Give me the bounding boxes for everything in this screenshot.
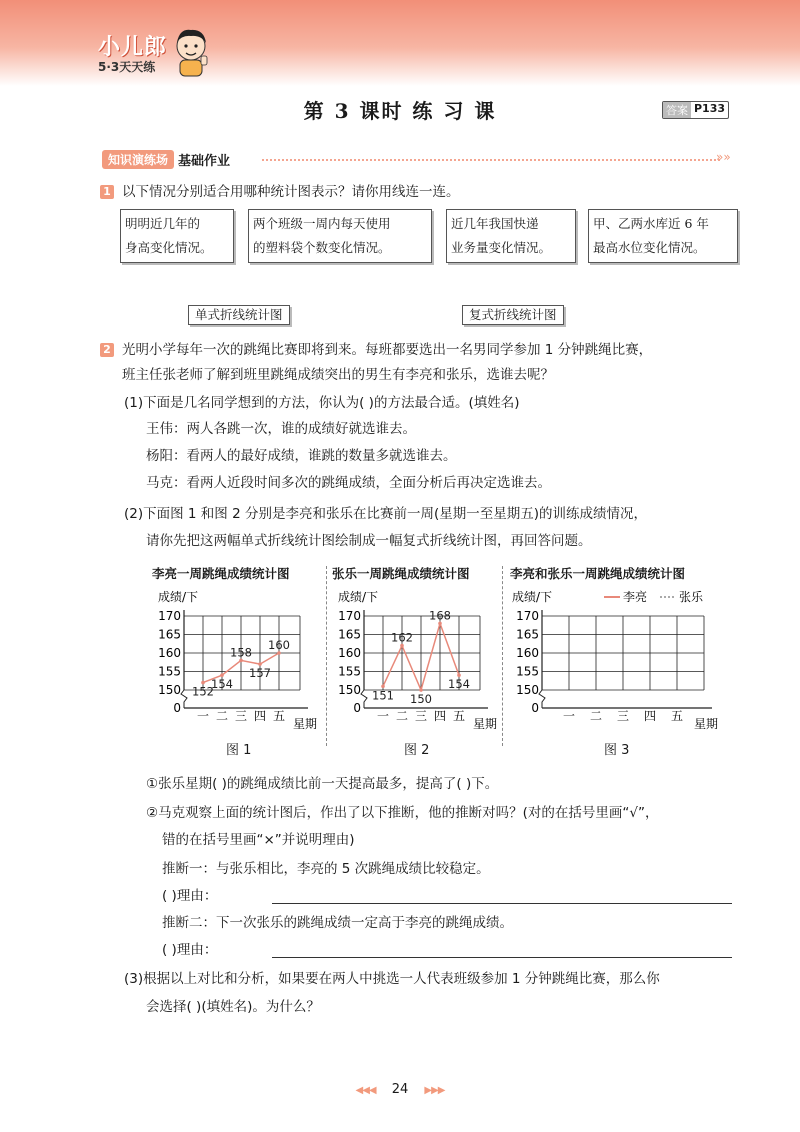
figure-3-caption: 图 3: [604, 743, 630, 758]
brand-subtitle: 5·3天天练: [98, 60, 156, 74]
q2-part1-question: (1)下面是几名同学想到的方法，你认为( )的方法最合适。(填姓名): [124, 395, 520, 411]
x-tick-label: 五: [670, 709, 684, 723]
q1-option-line: 甲、乙两水库近 6 年: [593, 216, 709, 231]
chart-1-xlabel: 星期: [293, 717, 318, 731]
y-tick-label: 150: [516, 683, 539, 697]
q1-option-box: [248, 209, 432, 263]
page-number: 24: [391, 1082, 409, 1097]
section-label: 基础作业: [178, 153, 231, 169]
q2-method: 杨阳：看两人的最好成绩，谁跳的数量多就选谁去。: [146, 448, 457, 464]
q2-sub1: ①张乐星期( )的跳绳成绩比前一天提高最多，提高了( )下。: [146, 776, 499, 792]
section-badge: 知识演练场: [102, 150, 174, 169]
x-tick-label: 一: [562, 709, 576, 723]
q2-part3-question: (3)根据以上对比和分析，如果要在两人中挑选一人代表班级参加 1 分钟跳绳比赛，那么你: [124, 971, 660, 987]
figure-2-caption: 图 2: [404, 743, 430, 758]
legend-zhangle: 张乐: [679, 590, 704, 604]
data-label: 168: [429, 608, 451, 623]
inference-2: 推断二：下一次张乐的跳绳成绩一定高于李亮的跳绳成绩。: [162, 915, 513, 931]
q1-option-line: 身高变化情况。: [125, 240, 213, 255]
chart-3-xlabel: 星期: [694, 717, 719, 731]
q2-intro: 光明小学每年一次的跳绳比赛即将到来。每班都要选出一名男同学参加 1 分钟跳绳比赛，: [122, 342, 653, 358]
q1-option-box: [588, 209, 738, 263]
q2-part2-question: 请你先把这两幅单式折线统计图绘制成一幅复式折线统计图，再回答问题。: [146, 533, 592, 549]
data-label: 160: [268, 638, 290, 652]
y-tick-label: 160: [516, 646, 539, 660]
axis-break: [181, 690, 187, 708]
q2-part2-question: (2)下面图 1 和图 2 分别是李亮和张乐在比赛前一周(星期一至星期五)的训练成绩情况，: [124, 506, 647, 522]
y-tick-label: 170: [338, 609, 361, 623]
q2-method: 王伟：两人各跳一次，谁的成绩好就选谁去。: [146, 421, 416, 437]
y-tick-label: 150: [338, 683, 361, 697]
y-tick-label: 155: [338, 664, 361, 679]
inference-1: 推断一：与张乐相比，李亮的 5 次跳绳成绩比较稳定。: [162, 861, 490, 877]
x-tick-label: 三: [234, 709, 248, 723]
prev-arrows-icon: ◀◀◀: [355, 1085, 376, 1096]
data-label: 157: [249, 666, 271, 681]
y-tick-label: 170: [158, 609, 181, 623]
axis-break: [361, 690, 367, 708]
y-tick-label: 165: [338, 627, 361, 642]
question-1-prompt: 以下情况分别适合用哪种统计图表示？请你用线连一连。: [122, 184, 460, 200]
chart-type-compound: 复式折线统计图: [462, 305, 564, 325]
page-title: 第 3 课时 练 习 课: [303, 99, 497, 123]
x-tick-label: 五: [272, 709, 286, 723]
answer-key-label: 答案: [663, 102, 691, 118]
chart-type-single: 单式折线统计图: [188, 305, 290, 325]
question-2-number: 2: [100, 343, 114, 357]
y-tick-label: 160: [158, 646, 181, 660]
x-tick-label: 二: [589, 709, 603, 723]
chart-2-xlabel: 星期: [473, 717, 498, 731]
brand-logo: 小儿郎: [98, 35, 168, 60]
q1-option-box: [120, 209, 234, 263]
q1-option-line: 的塑料袋个数变化情况。: [253, 240, 391, 255]
data-label: 154: [211, 677, 233, 692]
q2-sub2: 错的在括号里画“×”并说明理由): [162, 832, 355, 848]
y-tick-label: 165: [516, 627, 539, 642]
x-tick-label: 四: [433, 709, 447, 723]
data-label: 162: [391, 630, 413, 645]
answer-reference: [662, 101, 729, 119]
q2-method: 马克：看两人近段时间多次的跳绳成绩，全面分析后再决定选谁去。: [146, 475, 551, 491]
mascot-icon: [168, 26, 214, 78]
chart-3-ylabel: 成绩/下: [512, 590, 553, 604]
reason-2-answer-line[interactable]: [272, 957, 732, 958]
next-arrows-icon: ▶▶▶: [424, 1085, 445, 1096]
x-tick-label: 五: [452, 709, 466, 723]
y-tick-label: 155: [158, 664, 181, 679]
chart-separator: [326, 566, 327, 746]
q1-option-line: 最高水位变化情况。: [593, 240, 706, 255]
chart-3: [508, 584, 730, 740]
q1-option-line: 业务量变化情况。: [451, 240, 552, 255]
chart-2-title: 张乐一周跳绳成绩统计图: [332, 566, 470, 581]
q1-option-box: [446, 209, 576, 263]
x-tick-label: 一: [196, 709, 210, 723]
y-tick-label: 160: [338, 646, 361, 660]
q1-option-line: 两个班级一周内每天使用: [253, 216, 391, 231]
data-label: 158: [230, 645, 252, 660]
x-tick-label: 三: [616, 709, 630, 723]
y-tick-label: 0: [531, 701, 539, 715]
q1-option-line: 明明近几年的: [125, 216, 201, 231]
reason-2-label: ( )理由：: [162, 942, 218, 958]
section-divider: [262, 159, 720, 161]
figure-1-caption: 图 1: [226, 743, 252, 758]
q2-sub2: ②马克观察上面的统计图后，作出了以下推断，他的推断对吗？(对的在括号里画“√”，: [146, 805, 659, 821]
chart-1-title: 李亮一周跳绳成绩统计图: [152, 566, 290, 581]
section-header: [102, 150, 230, 168]
chart-2: [330, 584, 502, 740]
y-tick-label: 0: [173, 701, 181, 715]
chart-2-ylabel: 成绩/下: [338, 590, 379, 604]
section-arrows-icon: »»: [716, 150, 731, 164]
x-tick-label: 一: [376, 709, 390, 723]
chart-separator: [502, 566, 503, 746]
q1-option-line: 近几年我国快递: [451, 216, 539, 231]
reason-1-answer-line[interactable]: [272, 903, 732, 904]
x-tick-label: 三: [414, 709, 428, 723]
data-label: 154: [448, 677, 470, 692]
data-label: 151: [372, 688, 394, 703]
data-label: 152: [192, 684, 214, 699]
y-tick-label: 150: [158, 683, 181, 697]
x-tick-label: 二: [395, 709, 409, 723]
chart-1-ylabel: 成绩/下: [158, 590, 199, 604]
x-tick-label: 四: [643, 709, 657, 723]
reason-1-label: ( )理由：: [162, 888, 218, 904]
y-tick-label: 155: [516, 664, 539, 679]
y-tick-label: 170: [516, 609, 539, 623]
x-tick-label: 二: [215, 709, 229, 723]
legend-liliang: 李亮: [623, 590, 648, 604]
answer-page: P133: [694, 102, 726, 115]
q2-part3-question: 会选择( )(填姓名)。为什么？: [146, 999, 320, 1015]
y-tick-label: 165: [158, 627, 181, 642]
chart-3-title: 李亮和张乐一周跳绳成绩统计图: [510, 566, 686, 581]
axis-break: [539, 690, 545, 708]
q2-intro: 班主任张老师了解到班里跳绳成绩突出的男生有李亮和张乐，选谁去呢？: [122, 367, 554, 383]
page-footer: [0, 1082, 800, 1097]
chart-1: [150, 584, 322, 740]
x-tick-label: 四: [253, 709, 267, 723]
question-1-number: 1: [100, 185, 114, 199]
y-tick-label: 0: [353, 701, 361, 715]
data-label: 150: [410, 692, 432, 706]
